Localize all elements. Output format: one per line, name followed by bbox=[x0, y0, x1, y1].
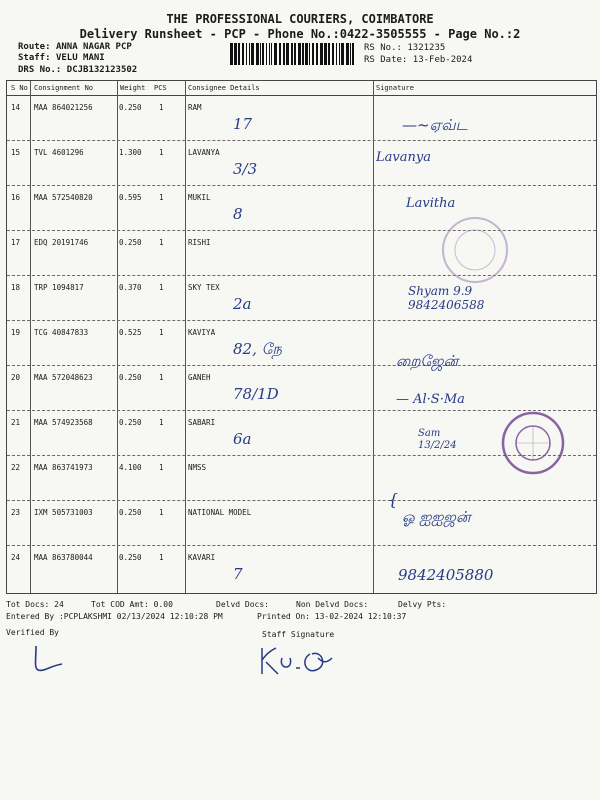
col-consignment: Consignment No bbox=[34, 84, 94, 92]
cell-consignment: MAA 863780044 bbox=[34, 553, 93, 562]
staff-signature bbox=[256, 640, 356, 680]
cell-consignment: EDQ 20191746 bbox=[34, 238, 89, 247]
cell-sno: 17 bbox=[11, 238, 21, 247]
cell-pcs: 1 bbox=[159, 418, 164, 427]
entered-by: Entered By :PCPLAKSHMI 02/13/2024 12:10:28 PM bbox=[6, 612, 223, 621]
barcode-bar bbox=[332, 43, 334, 65]
cell-consignment: TVL 4601296 bbox=[34, 148, 84, 157]
cell-consignee: MUKIL bbox=[188, 193, 211, 202]
col-consignee: Consignee Details bbox=[188, 84, 260, 92]
cell-pcs: 1 bbox=[159, 103, 164, 112]
rs-no-value: 1321235 bbox=[407, 43, 446, 53]
barcode-bar bbox=[271, 43, 272, 65]
cell-sno: 18 bbox=[11, 283, 21, 292]
cell-weight: 0.250 bbox=[119, 103, 142, 112]
table-row bbox=[7, 140, 596, 186]
signature-row-18: Shyam 9.9 9842406588 bbox=[408, 284, 485, 312]
cell-consignee: NMSS bbox=[188, 463, 207, 472]
table-row bbox=[7, 545, 596, 590]
barcode-bar bbox=[320, 43, 323, 65]
drs-value: DCJB132123502 bbox=[66, 65, 138, 75]
non-delvd-docs: Non Delvd Docs: bbox=[296, 600, 369, 609]
route-label: Route: bbox=[18, 42, 51, 52]
cell-consignee: RAM bbox=[188, 103, 202, 112]
runsheet-table bbox=[6, 80, 597, 594]
barcode-bar bbox=[339, 43, 340, 65]
barcode-bar bbox=[346, 43, 349, 65]
handwritten-note: 8 bbox=[233, 205, 243, 223]
cell-consignment: MAA 574923568 bbox=[34, 418, 93, 427]
cell-weight: 0.250 bbox=[119, 418, 142, 427]
cell-consignee: NATIONAL MODEL bbox=[188, 508, 252, 517]
barcode-bar bbox=[286, 43, 289, 65]
cell-sno: 15 bbox=[11, 148, 21, 157]
cell-sno: 20 bbox=[11, 373, 21, 382]
cell-consignment: MAA 864021256 bbox=[34, 103, 93, 112]
cell-pcs: 1 bbox=[159, 373, 164, 382]
cell-pcs: 1 bbox=[159, 238, 164, 247]
barcode-bar bbox=[312, 43, 314, 65]
barcode-bar bbox=[246, 43, 247, 65]
barcode-bar bbox=[350, 43, 351, 65]
barcode-bar bbox=[298, 43, 301, 65]
cell-sno: 16 bbox=[11, 193, 21, 202]
barcode-bar bbox=[302, 43, 304, 65]
signature-row-22: { bbox=[388, 490, 399, 509]
rs-no-line bbox=[364, 43, 445, 53]
barcode-bar bbox=[294, 43, 296, 65]
signature-row-16: Lavitha bbox=[406, 196, 456, 211]
runsheet-title: Delivery Runsheet - PCP - Phone No.:0422-3505555 - Page No.:2 bbox=[79, 27, 521, 41]
handwritten-note: 82, நே bbox=[233, 340, 282, 358]
rs-date-label: RS Date: bbox=[364, 55, 408, 65]
barcode-bar bbox=[274, 43, 277, 65]
cell-consignment: TRP 1094817 bbox=[34, 283, 84, 292]
cell-pcs: 1 bbox=[159, 508, 164, 517]
cell-consignee: GANEH bbox=[188, 373, 211, 382]
cell-weight: 0.250 bbox=[119, 238, 142, 247]
handwritten-note: 7 bbox=[233, 565, 243, 583]
cell-pcs: 1 bbox=[159, 283, 164, 292]
handwritten-note: 17 bbox=[233, 115, 253, 133]
barcode-bar bbox=[256, 43, 259, 65]
cell-sno: 24 bbox=[11, 553, 21, 562]
staff-label: Staff: bbox=[18, 53, 51, 63]
cell-weight: 0.525 bbox=[119, 328, 142, 337]
cell-consignment: MAA 572048623 bbox=[34, 373, 93, 382]
barcode-bar bbox=[328, 43, 330, 65]
barcode-bar bbox=[352, 43, 354, 65]
cell-sno: 21 bbox=[11, 418, 21, 427]
barcode-bar bbox=[262, 43, 264, 65]
barcode-bar bbox=[251, 43, 254, 65]
route-line bbox=[18, 42, 132, 52]
cell-sno: 19 bbox=[11, 328, 21, 337]
barcode-bar bbox=[269, 43, 270, 65]
cell-consignment: IXM 505731003 bbox=[34, 508, 93, 517]
cell-weight: 1.300 bbox=[119, 148, 142, 157]
cell-consignee: KAVARI bbox=[188, 553, 216, 562]
barcode-bar bbox=[279, 43, 281, 65]
signature-row-20: — Al·S·Ma bbox=[396, 392, 465, 407]
cell-weight: 0.370 bbox=[119, 283, 142, 292]
delvd-docs: Delvd Docs: bbox=[216, 600, 269, 609]
cell-consignment: TCG 40847833 bbox=[34, 328, 89, 337]
barcode-bar bbox=[234, 43, 237, 65]
barcode-bar bbox=[260, 43, 261, 65]
cell-sno: 14 bbox=[11, 103, 21, 112]
cell-pcs: 1 bbox=[159, 193, 164, 202]
signature-row-23: ஓ ஐஐஜன் bbox=[402, 508, 471, 526]
cell-weight: 0.250 bbox=[119, 553, 142, 562]
barcode-bar bbox=[230, 43, 233, 65]
handwritten-note: 6a bbox=[233, 430, 252, 448]
cell-weight: 0.595 bbox=[119, 193, 142, 202]
signature-row-19: றைஜேன் bbox=[396, 352, 459, 370]
barcode-bar bbox=[238, 43, 240, 65]
signature-row-15: Lavanya bbox=[376, 150, 431, 165]
signature-row-14: —~ஏவ்ட bbox=[402, 116, 468, 134]
cell-consignee: KAVIYA bbox=[188, 328, 216, 337]
rs-date-value: 13-Feb-2024 bbox=[412, 55, 473, 65]
barcode-bar bbox=[283, 43, 285, 65]
staff-line bbox=[18, 53, 105, 63]
cell-weight: 0.250 bbox=[119, 373, 142, 382]
barcode-bar bbox=[242, 43, 244, 65]
stamp-faint bbox=[430, 210, 520, 290]
drs-label: DRS No.: bbox=[18, 65, 62, 75]
barcode-bar bbox=[305, 43, 308, 65]
cell-pcs: 1 bbox=[159, 148, 164, 157]
table-row bbox=[7, 320, 596, 366]
cell-consignee: LAVANYA bbox=[188, 148, 220, 157]
barcode-bar bbox=[341, 43, 344, 65]
rs-date-line bbox=[364, 55, 472, 65]
barcode-bar bbox=[336, 43, 337, 65]
staff-signature-label: Staff Signature bbox=[262, 630, 335, 639]
barcode-bar bbox=[324, 43, 327, 65]
barcode-bar bbox=[249, 43, 250, 65]
verified-by-label: Verified By bbox=[6, 628, 59, 637]
cell-pcs: 1 bbox=[159, 328, 164, 337]
staff-value: VELU MANI bbox=[55, 53, 105, 63]
cell-sno: 22 bbox=[11, 463, 21, 472]
barcode-bar bbox=[309, 43, 310, 65]
table-row bbox=[7, 500, 596, 546]
barcode-bar bbox=[316, 43, 318, 65]
table-row bbox=[7, 95, 596, 141]
cell-consignee: SABARI bbox=[188, 418, 216, 427]
col-signature: Signature bbox=[376, 84, 414, 92]
printed-on: Printed On: 13-02-2024 12:10:37 bbox=[257, 612, 407, 621]
barcode-bar bbox=[291, 43, 293, 65]
company-name: THE PROFESSIONAL COURIERS, COIMBATORE bbox=[166, 12, 434, 26]
table-row bbox=[7, 365, 596, 411]
delvy-pts: Delvy Pts: bbox=[398, 600, 447, 609]
signature-row-21: Sam 13/2/24 bbox=[418, 428, 457, 451]
handwritten-note: 2a bbox=[233, 295, 252, 313]
cell-weight: 0.250 bbox=[119, 508, 142, 517]
route-value: ANNA NAGAR PCP bbox=[55, 42, 132, 52]
cell-sno: 23 bbox=[11, 508, 21, 517]
tot-cod-amt: Tot COD Amt: 0.00 bbox=[91, 600, 173, 609]
drs-line bbox=[18, 65, 137, 75]
handwritten-note: 3/3 bbox=[233, 160, 258, 178]
table-header bbox=[7, 81, 596, 96]
col-weight: Weight bbox=[120, 84, 146, 92]
barcode bbox=[230, 43, 358, 65]
cell-pcs: 1 bbox=[159, 553, 164, 562]
rs-no-label: RS No.: bbox=[364, 43, 402, 53]
tot-docs: Tot Docs: 24 bbox=[6, 600, 64, 609]
company-stamp bbox=[500, 410, 566, 476]
cell-weight: 4.100 bbox=[119, 463, 142, 472]
verified-signature bbox=[28, 640, 68, 680]
cell-pcs: 1 bbox=[159, 463, 164, 472]
cell-consignment: MAA 863741973 bbox=[34, 463, 93, 472]
cell-consignee: SKY TEX bbox=[188, 283, 220, 292]
cell-consignment: MAA 572540820 bbox=[34, 193, 93, 202]
cell-consignee: RISHI bbox=[188, 238, 211, 247]
col-sno: S No bbox=[11, 84, 28, 92]
barcode-bar bbox=[266, 43, 267, 65]
col-pcs: PCS bbox=[154, 84, 167, 92]
signature-row-24: 9842405880 bbox=[398, 566, 494, 584]
handwritten-note: 78/1D bbox=[233, 385, 279, 403]
